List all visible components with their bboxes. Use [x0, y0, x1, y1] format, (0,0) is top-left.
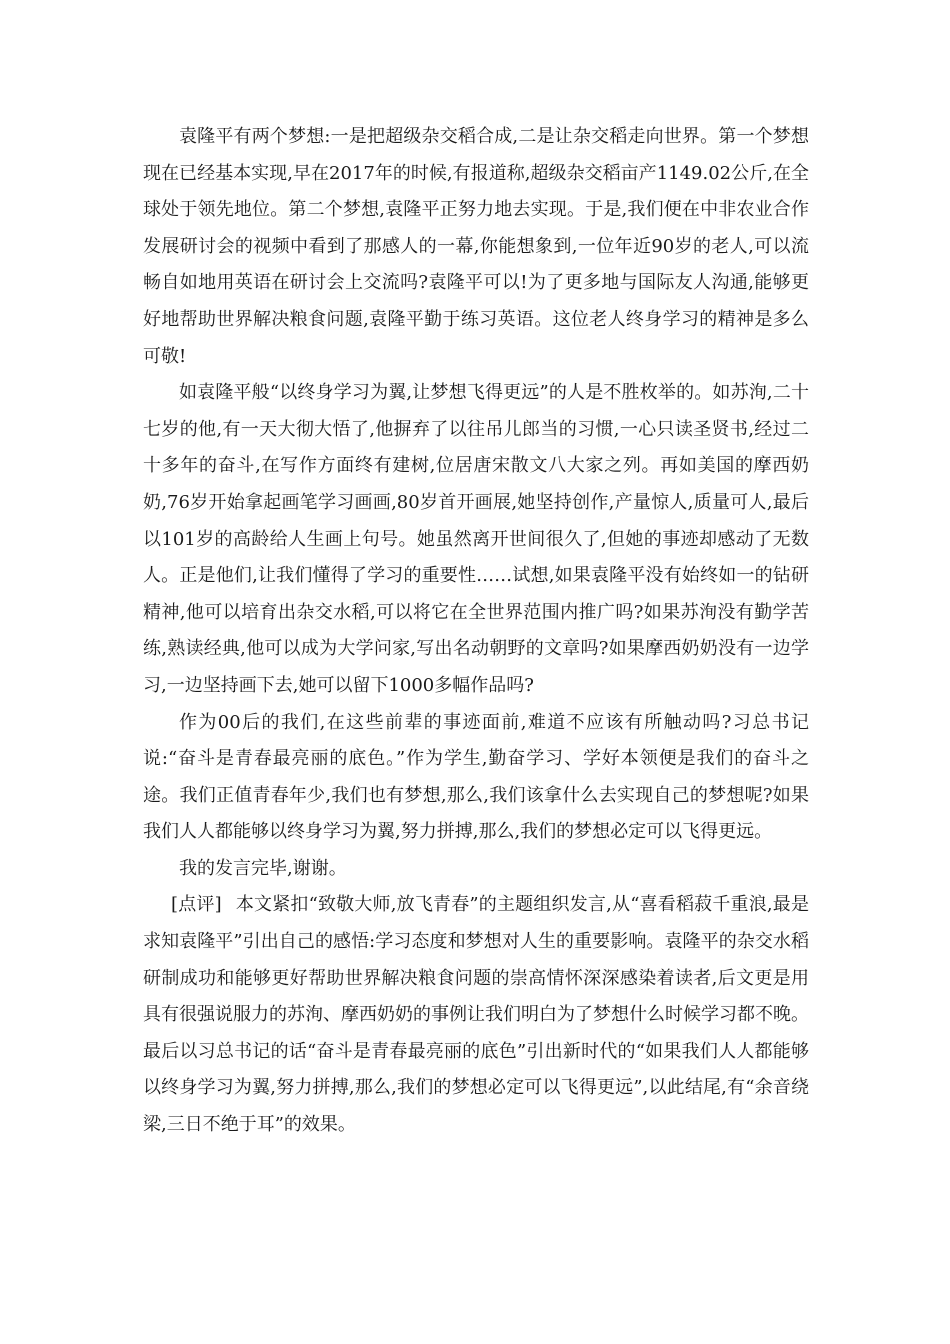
commentary-text: 本文紧扣“致敬大师,放飞青春”的主题组织发言,从“喜看稻菽千重浪,最是求知袁隆平”引出自己的感悟:学习态度和梦想对人生的重要影响。袁隆平的杂交水稻研制成功和能够更好帮助世界解决粮食问题的崇高情怀深深感染着读者,后文更是用具有很强说服力的苏洵、摩西奶奶的事例让我们明白为了梦想什么时候学习都不晚。最后以习总书记的话“奋斗是青春最亮丽的底色”引出新时代的“如果我们人人都能够以终身学习为翼,努力拼搏,那么,我们的梦想必定可以飞得更远”,以此结尾,有“余音绕梁,三日不绝于耳”的效果。: [143, 894, 809, 1136]
paragraph-post-00s-reflection: 作为00后的我们,在这些前辈的事迹面前,难道不应该有所触动吗?习总书记说:“奋斗是青春最亮丽的底色。”作为学生,勤奋学习、学好本领便是我们的奋斗之途。我们正值青春年少,我们也有梦想,那么,我们该拿什么去实现自己的梦想呢?如果我们人人都能够以终身学习为翼,努力拼搏,那么,我们的梦想必定可以飞得更远。: [143, 711, 809, 843]
document-body: [143, 119, 809, 1144]
paragraph-closing-remark: 我的发言完毕,谢谢。: [179, 857, 347, 879]
paragraph-yuan-longping-dreams: 袁隆平有两个梦想:一是把超级杂交稻合成,二是让杂交稻走向世界。第一个梦想现在已经基本实现,早在2017年的时候,有报道称,超级杂交稻亩产1149.02公斤,在全球处于领先地位。第二个梦想,袁隆平正努力地去实现。于是,我们便在中非农业合作发展研讨会的视频中看到了那感人的一幕,你能想象到,一位年近90岁的老人,可以流畅自如地用英语在研讨会上交流吗?袁隆平可以!为了更多地与国际友人沟通,能够更好地帮助世界解决粮食问题,袁隆平勤于练习英语。这位老人终身学习的精神是多么可敬!: [143, 126, 809, 367]
commentary-paragraph: [143, 887, 809, 1143]
paragraph-lifelong-learning-examples: 如袁隆平般“以终身学习为翼,让梦想飞得更远”的人是不胜枚举的。如苏洵,二十七岁的他,有一天大彻大悟了,他摒弃了以往吊儿郎当的习惯,一心只读圣贤书,经过二十多年的奋斗,在写作方面终有建树,位居唐宋散文八大家之列。再如美国的摩西奶奶,76岁开始拿起画笔学习画画,80岁首开画展,她坚持创作,产量惊人,质量可人,最后以101岁的高龄给人生画上句号。她虽然离开世间很久了,但她的事迹却感动了无数人。正是他们,让我们懂得了学习的重要性……试想,如果袁隆平没有始终如一的钻研精神,他可以培育出杂交水稻,可以将它在全世界范围内推广吗?如果苏洵没有勤学苦练,熟读经典,他可以成为大学问家,写出名动朝野的文章吗?如果摩西奶奶没有一边学习,一边坚持画下去,她可以留下1000多幅作品吗?: [143, 382, 809, 696]
commentary-label: [点评]: [171, 894, 222, 916]
